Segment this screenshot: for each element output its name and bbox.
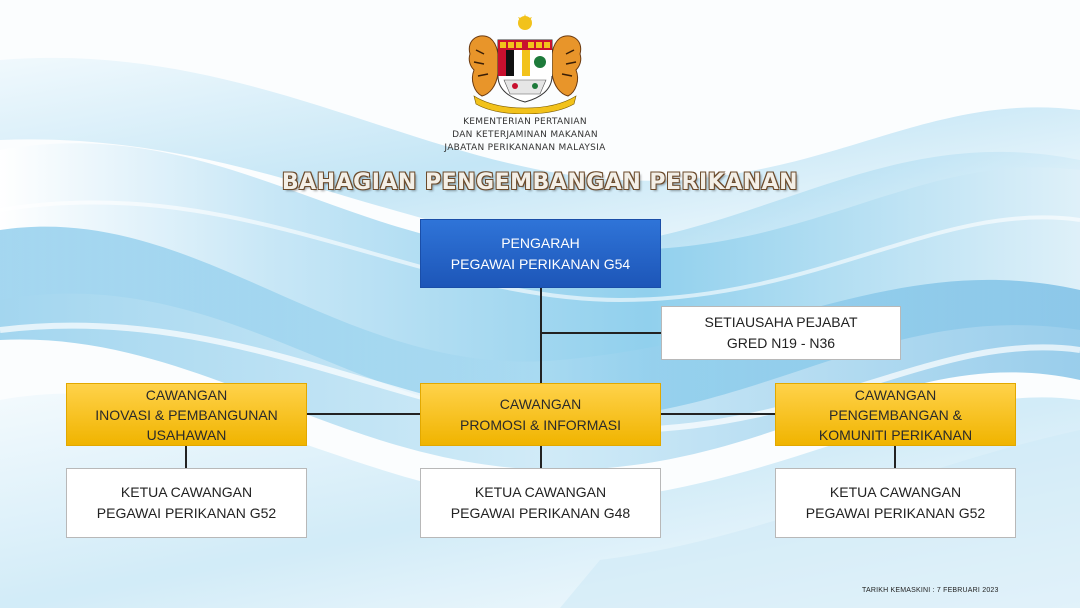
branch-name-line: KOMUNITI PERIKANAN [818,426,973,443]
secretary-grade: GRED N19 - N36 [726,335,836,351]
branch-name-line: USAHAWAN [146,426,227,443]
branch-head-grade: PEGAWAI PERIKANAN G52 [96,505,277,521]
ministry-line: DAN KETERJAMINAN MAKANAN [452,130,598,140]
last-updated-label: TARIKH KEMASKINI : 7 FEBRUARI 2023 [862,587,999,594]
connector-line [540,445,542,469]
ministry-name [380,116,670,155]
connector-line [894,445,896,469]
branch-box-pengembangan [775,383,1016,446]
branch-head-box-inovasi [66,468,307,538]
branch-name-line: PROMOSI & INFORMASI [459,416,621,433]
page-title: BAHAGIAN PENGEMBANGAN PERIKANAN [281,170,799,195]
branch-name-line: CAWANGAN [145,386,228,403]
branch-head-title: KETUA CAWANGAN [120,484,253,500]
connector-line [185,445,187,469]
branch-box-inovasi [66,383,307,446]
branch-head-grade: PEGAWAI PERIKANAN G48 [450,505,631,521]
branch-name-line: CAWANGAN [499,395,582,412]
secretary-box [661,306,901,360]
director-title: PENGARAH [501,234,580,251]
branch-name-line: CAWANGAN [854,386,937,403]
branch-head-grade: PEGAWAI PERIKANAN G52 [805,505,986,521]
director-grade: PEGAWAI PERIKANAN G54 [450,255,631,272]
ministry-line: KEMENTERIAN PERTANIAN [463,117,587,127]
branch-box-promosi [420,383,661,446]
branch-head-title: KETUA CAWANGAN [829,484,962,500]
connector-line [540,332,662,334]
branch-head-box-promosi [420,468,661,538]
coat-of-arms-icon [460,14,590,114]
branch-head-title: KETUA CAWANGAN [474,484,607,500]
branch-head-box-pengembangan [775,468,1016,538]
branch-name-line: PENGEMBANGAN & [828,406,963,423]
secretary-title: SETIAUSAHA PEJABAT [704,314,858,330]
connector-line [306,413,422,415]
connector-line [540,287,542,384]
director-box [420,219,661,288]
ministry-line: JABATAN PERIKANANAN MALAYSIA [444,143,606,153]
branch-name-line: INOVASI & PEMBANGUNAN [95,406,278,423]
connector-line [660,413,776,415]
